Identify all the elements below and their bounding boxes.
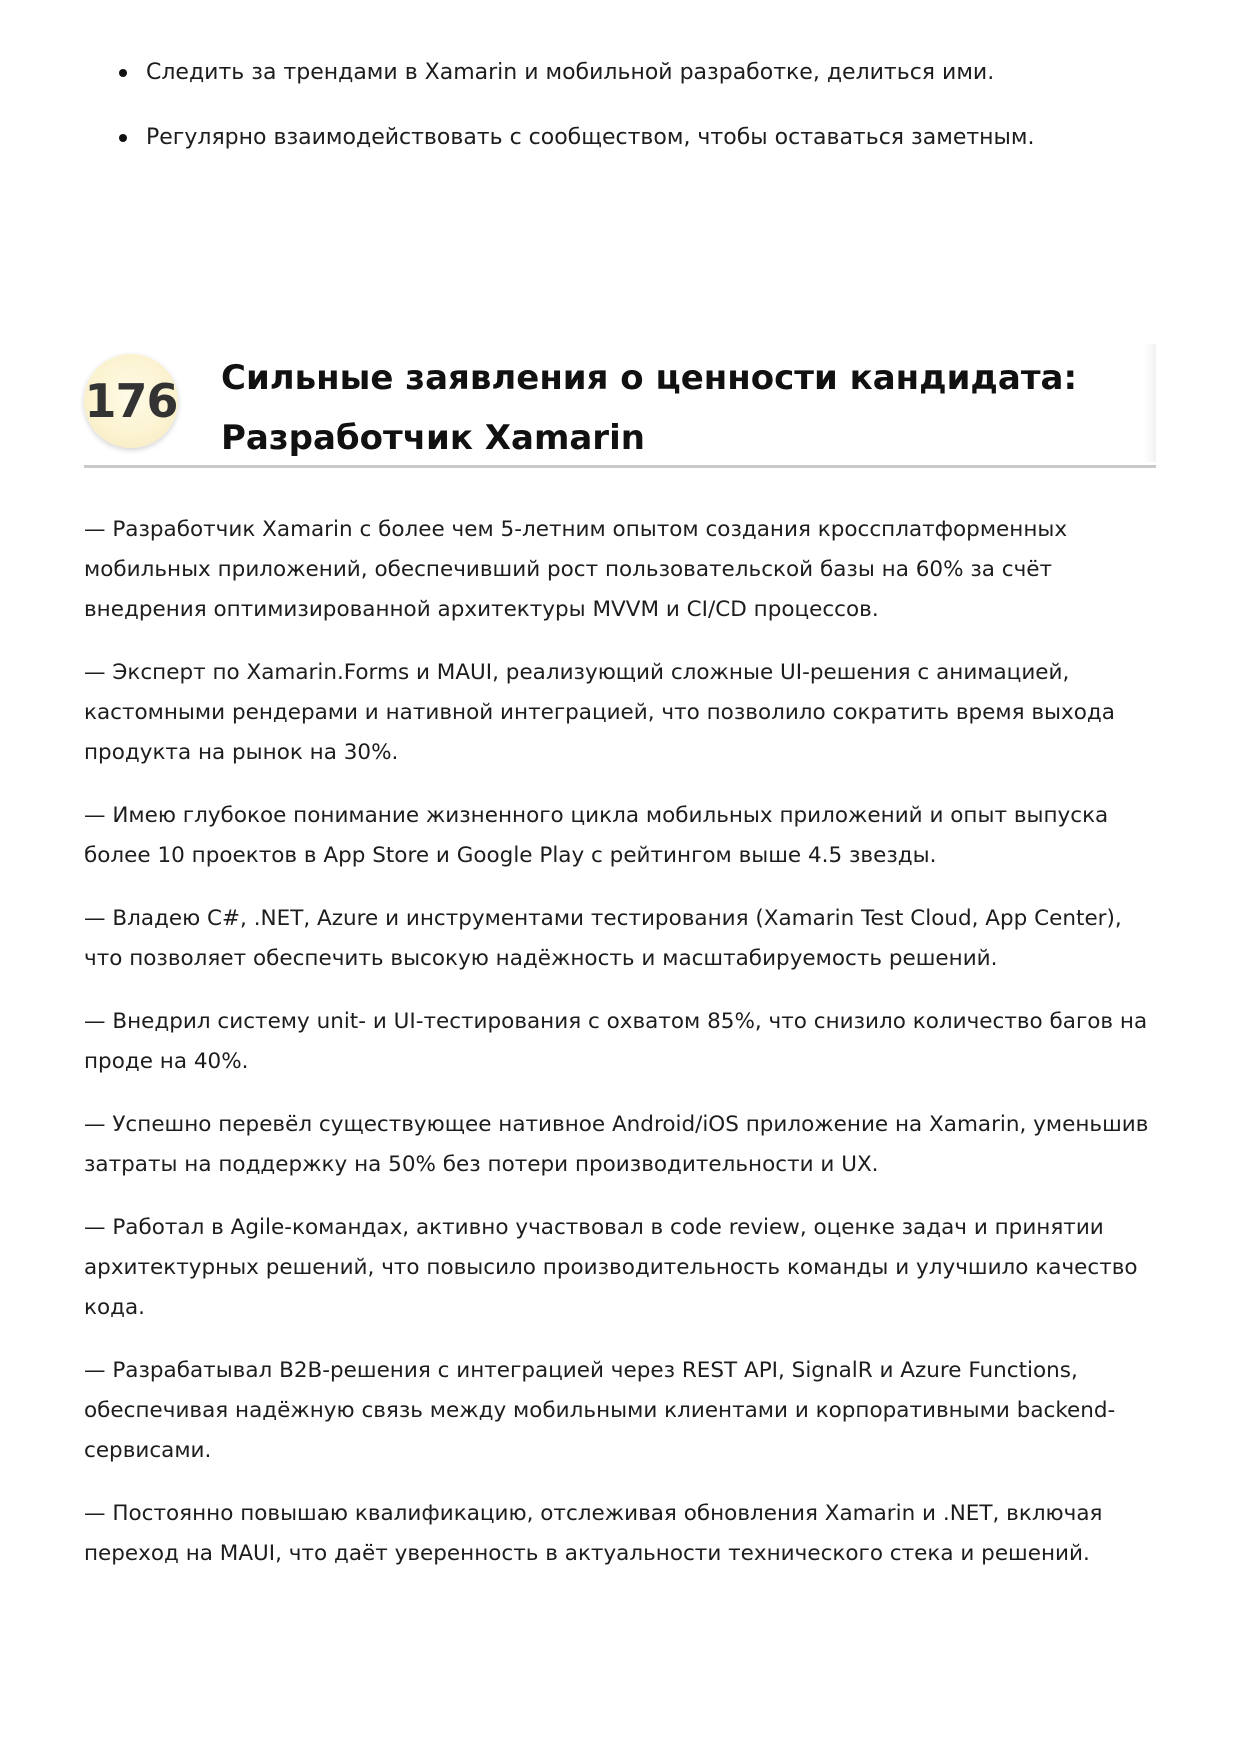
statement-paragraph: — Успешно перевёл существующее нативное Android/iOS приложение на Xamarin, уменьшив затраты на поддержку на 50% без потери производительности и UX. xyxy=(84,1112,1149,1177)
statement-paragraph: — Внедрил систему unit- и UI-тестирования с охватом 85%, что снизило количество багов на проде на 40%. xyxy=(84,1009,1148,1074)
section-title: Сильные заявления о ценности кандидата: Разработчик Xamarin xyxy=(221,358,1078,458)
statement-paragraph: — Владею C#, .NET, Azure и инструментами тестирования (Xamarin Test Cloud, App Center), что позволяет обеспечить высокую надёжность и масштабируемость решений. xyxy=(84,906,1122,971)
bullet-text: Регулярно взаимодействовать с сообществом, чтобы оставаться заметным. xyxy=(146,125,1035,150)
statement-paragraph: — Разработчик Xamarin с более чем 5-летним опытом создания кроссплатформенных мобильных приложений, обеспечивший рост пользовательской базы на 60% за счёт внедрения оптимизированной архитектуры MVVM и CI/CD процессов. xyxy=(84,517,1068,622)
section-header xyxy=(84,340,1156,468)
bullet-list xyxy=(84,58,1164,188)
section-number-badge: 176 xyxy=(84,354,178,448)
statement-paragraph: — Работал в Agile-командах, активно участвовал в code review, оценке задач и принятии архитектурных решений, что повысило производительность команды и улучшило качество кода. xyxy=(84,1215,1138,1320)
bullet-dot-icon xyxy=(119,69,127,77)
bullet-dot-icon xyxy=(119,134,127,142)
header-shade xyxy=(1144,344,1156,462)
bullet-item xyxy=(84,123,1164,153)
statement-paragraph: — Постоянно повышаю квалификацию, отслеживая обновления Xamarin и .NET, включая переход на MAUI, что даёт уверенность в актуальности технического стека и решений. xyxy=(84,1501,1103,1566)
statement-paragraph: — Разрабатывал B2B-решения с интеграцией через REST API, SignalR и Azure Functions, обеспечивая надёжную связь между мобильными клиентами и корпоративными backend-сервисами. xyxy=(84,1358,1116,1463)
statements-list xyxy=(84,510,1164,1597)
statement-paragraph: — Имею глубокое понимание жизненного цикла мобильных приложений и опыт выпуска более 10 проектов в App Store и Google Play с рейтингом выше 4.5 звезды. xyxy=(84,803,1109,868)
bullet-text: Следить за трендами в Xamarin и мобильной разработке, делиться ими. xyxy=(146,60,995,85)
statement-paragraph: — Эксперт по Xamarin.Forms и MAUI, реализующий сложные UI-решения с анимацией, кастомными рендерами и нативной интеграцией, что позволило сократить время выхода продукта на рынок на 30%. xyxy=(84,660,1115,765)
bullet-item xyxy=(84,58,1164,88)
